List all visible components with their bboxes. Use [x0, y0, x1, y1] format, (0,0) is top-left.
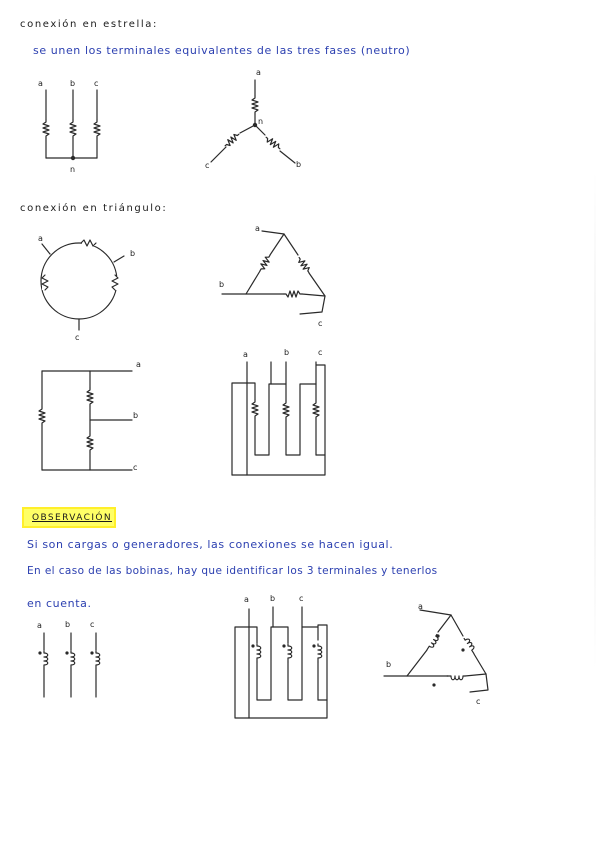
label-b: b: [270, 594, 276, 603]
label-n: n: [70, 165, 76, 174]
star-connection-heading: conexión en estrella:: [20, 19, 158, 30]
star-y-diagram: [211, 80, 295, 163]
label-a: a: [243, 350, 248, 359]
delta-connection-heading: conexión en triángulo:: [20, 203, 168, 214]
label-a: a: [37, 621, 42, 630]
delta-ladder-diagram: [39, 371, 132, 470]
label-c: c: [90, 620, 95, 629]
label-b: b: [65, 620, 71, 629]
scan-edge-shadow: [594, 170, 596, 670]
label-a: a: [256, 68, 261, 77]
delta-folded-diagram: [232, 362, 325, 475]
label-b: b: [70, 79, 76, 88]
delta-ring-diagram: [41, 240, 124, 330]
label-b: b: [284, 348, 290, 357]
label-c: c: [75, 333, 80, 342]
label-a: a: [38, 234, 43, 243]
star-parallel-diagram: [43, 90, 100, 160]
observation-line-1: Si son cargas o generadores, las conexiones se hacen igual.: [27, 538, 394, 551]
label-c: c: [133, 463, 138, 472]
label-b: b: [296, 160, 302, 169]
coils-parallel-diagram: [38, 633, 99, 697]
label-c: c: [318, 348, 323, 357]
label-c: c: [299, 594, 304, 603]
observation-line-3: en cuenta.: [27, 597, 92, 610]
label-a: a: [136, 360, 141, 369]
star-connection-note: se unen los terminales equivalentes de las tres fases (neutro): [33, 44, 411, 57]
coils-triangle-diagram: [384, 610, 488, 692]
label-c: c: [476, 697, 481, 706]
observation-heading: OBSERVACIÓN: [32, 513, 112, 523]
label-b: b: [219, 280, 225, 289]
label-a: a: [418, 602, 423, 611]
label-b: b: [133, 411, 139, 420]
label-c: c: [205, 161, 210, 170]
label-n: n: [258, 117, 264, 126]
label-b: b: [130, 249, 136, 258]
label-a: a: [38, 79, 43, 88]
delta-triangle-diagram: [222, 231, 325, 314]
label-a: a: [244, 595, 249, 604]
label-c: c: [318, 319, 323, 328]
label-b: b: [386, 660, 392, 669]
observation-line-2: En el caso de las bobinas, hay que identificar los 3 terminales y tenerlos: [27, 565, 438, 577]
label-a: a: [255, 224, 260, 233]
label-c: c: [94, 79, 99, 88]
coils-folded-diagram: [235, 607, 327, 718]
